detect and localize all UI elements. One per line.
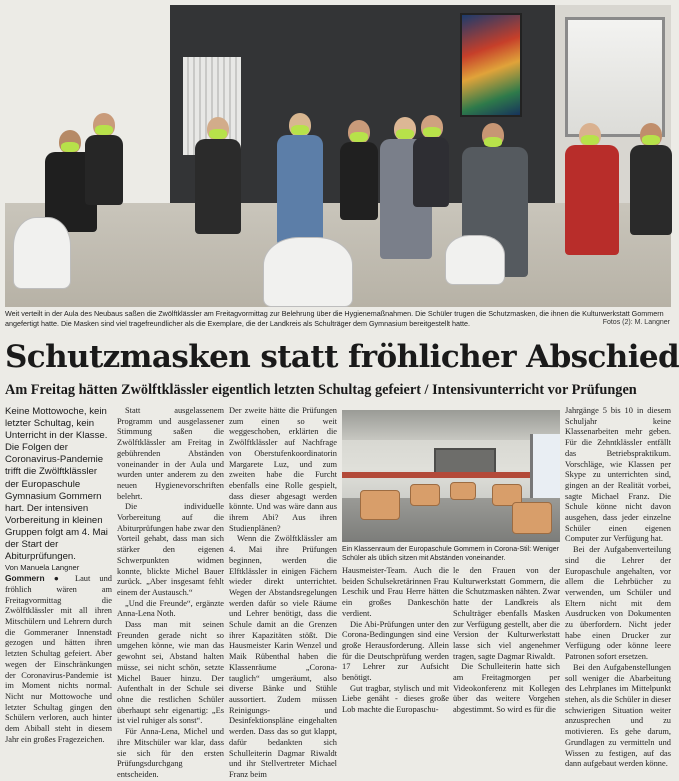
article-paragraph: Jahrgänge 5 bis 10 in diesem Schuljahr keine Klassenarbeiten mehr geben. Für die Zehntklässler entfällt das Betriebspraktikum. Vorschläge, wie Klassen per Skype zu unterrichten sind, gingen an der Realität vorbei, sagte Michael Franz. Die Schule könne nicht davon ausgehen, dass jeder einzelne Schüler einen eigenen Computer zur Verfügung hat. — [565, 406, 671, 544]
photo-painting — [460, 13, 522, 117]
article-paragraph: le den Frauen von der Kulturwerkstatt Gommern, die die Schutzmasken nähten. Zwar hatte der Landkreis als Schulträger ebenfalls Masken zur Verfügung gestellt, aber die Version der Kulturwerkstatt lasse sich viel angenehmer tragen, sagte Dagmar Riwaldt. — [453, 566, 560, 661]
article-paragraph — [5, 573, 112, 745]
inset-board — [434, 448, 496, 474]
article-paragraph: „Und die Freunde“, ergänzte Anna-Lena Noth. — [117, 598, 224, 619]
article-column-4 — [342, 566, 449, 716]
article-paragraph: Die individuelle Vorbereitung auf die Abiturprüfungen habe zwar den Vorteil gehabt, dass man sich stärker den eigenen Schwerpunkten widmen konnte, blickte Michel Bauer zurück. „Aber insgesamt fehlt einem der Austausch.“ — [117, 502, 224, 597]
article-column-2 — [117, 406, 224, 781]
article-paragraph: Statt ausgelassenem Programm und ausgelassener Stimmung saßen die Zwölftklässler am Freitag in gebührenden Abständen voneinander in der Aula und wurden unter anderem zu den neuen Hygienevorschriften belehrt. — [117, 406, 224, 501]
article-paragraph: Die Abi-Prüfungen unter den Corona-Bedingungen sind eine große Herausforderung. Allein für die Deutschprüfung werden 17 Lehrer zur Aufsicht benötigt. — [342, 619, 449, 683]
article-subheadline: Am Freitag hätten Zwölftklässler eigentlich letzten Schultag gefeiert / Intensivunterricht vor Prüfungen — [5, 382, 637, 398]
article-paragraph: Dass man mit seinen Freunden gerade nicht so umgehen könne, wie man das gewohnt sei, Abstand halten müsse, sei nicht schön, setzte Michel Bauer hinzu. Der Aufenthalt in der Schule sei ohne die restlichen Schüler überhaupt sehr eigenartig: „Es ist viel ruhiger als sonst“. — [117, 620, 224, 726]
inset-photo-caption: Ein Klassenraum der Europaschule Gommern in Corona-Stil: Weniger Schüler als üblich sitzen mit Abständen voneinander. — [342, 546, 559, 562]
inset-ceiling — [342, 410, 560, 440]
article-paragraph-text: ● Laut und fröhlich wären am Freitagvormittag die Zwölftklässler mit all ihren Mitschülern und Lehrern durch die Gommeraner Innenstadt gezogen und hätten ihren letzten Schultag gefeiert. Aber wegen der Einschränkungen der Coronavirus-Pandemie ist im Moment nichts normal. Nicht nur Mottowoche und letzter Schultag gingen den Schülern verloren, auch hinter dem Abiball steht in diesem Jahr ein großes Fragezeichen. — [5, 574, 112, 744]
article-column-5 — [453, 566, 560, 716]
article-paragraph: Bei der Aufgabenverteilung sind die Lehrer der Europaschule angehalten, vor allem die Lehrbücher zu verwenden, um Schüler und Eltern nicht mit dem Ausdrucken von Dokumenten zu überfordern. Nicht jeder habe einen Drucker zur Verfügung oder könne leere Patronen sofort ersetzen. — [565, 545, 671, 662]
article-headline: Schutzmasken statt fröhlicher Abschied — [5, 339, 679, 375]
article-paragraph: Bei den Aufgabenstellungen soll weniger die Abarbeitung des Lehrplanes im Mittelpunkt stehen, als die Schüler in dieser schwierigen Situation weiter anzusprechen und zu motivieren. Es gehe darum, Grundlagen zu vermitteln und Wissen zu festigen, auf das dann aufgebaut werden könne. — [565, 662, 671, 769]
article-byline: Von Manuela Langner — [5, 563, 80, 573]
article-paragraph: Für Anna-Lena, Michel und ihre Mitschüler war klar, dass sie sich für den ersten Prüfungsdurchgang entscheiden. — [117, 727, 224, 779]
article-paragraph: Wenn die Zwölftklässler am 4. Mai ihre Prüfungen beginnen, werden die Elftklässler in einigen Fächern wieder direkt unterrichtet. Wegen der Abstandsregelungen werden dafür so viele Räume und Lehrer benötigt, dass die Schule damit an die Grenzen ihrer Kapazitäten stößt. Die Hausmeister Karin Wenzel und Maik Rübenthal haben die Klassenräume „Corona-tauglich“ umgeräumt, also diverse Bänke und Stühle aussortiert. Zudem müssen Reinigungs- und Desinfektionspläne eingehalten werden. Dass das so gut klappt, dafür bedankten sich Schulleiterin Dagmar Riwaldt und ihr Stellvertreter Michael Franz beim — [229, 534, 337, 779]
inset-desk — [512, 502, 552, 534]
article-teaser: Keine Mottowoche, kein letzter Schultag, kein Unterricht in der Klasse. Die Folgen der Coronavirus-Pandemie trifft die Zwölftklässler der Europaschule Gymnasium Gommern hart. Der intensiven Vorbereitung in kleinen Gruppen folgt am 4. Mai der Start der Abiturprüfungen. — [5, 406, 108, 563]
photo-chair — [13, 217, 71, 289]
photo-chair — [445, 235, 505, 285]
article-column-3 — [229, 406, 337, 781]
article-column-1 — [5, 406, 112, 745]
article-column-6 — [565, 406, 671, 770]
photo-credit: Fotos (2): M. Langner — [602, 319, 670, 326]
article-paragraph: Die Schulleiterin hatte sich am Freitagmorgen per Videokonferenz mit Kollegen über das weitere Vorgehen abgestimmt. So wird es für die — [453, 662, 560, 715]
article-main-photo — [5, 5, 671, 307]
inset-desk — [360, 490, 400, 520]
photo-window — [565, 17, 665, 137]
article-paragraph: Gut tragbar, stylisch und mit Liebe genäht - dieses große Lob machte die Europaschu- — [342, 683, 449, 715]
photo-chair — [263, 237, 353, 307]
article-inset-photo — [342, 410, 560, 542]
inset-desk — [410, 484, 440, 506]
photo-caption: Weit verteilt in der Aula des Neubaus saßen die Zwölftklässler am Freitagvormittag zur Belehrung über die Hygienemaßnahmen. Die Schüler trugen die Schutzmasken, die ihnen die Kulturwerkstatt Gommern angefertigt hatte. Die Masken sind viel tragefreundlicher als die Exemplare, die der Landkreis als Schulträger dem Gymnasium bereitgestellt hatte. — [5, 309, 664, 328]
article-paragraph: Hausmeister-Team. Auch die beiden Schulsekretärinnen Frau Leschik und Frau Herre hätten ein großes Dankeschön verdient. — [342, 566, 449, 618]
article-dateline: Gommern — [5, 573, 45, 584]
inset-desk — [450, 482, 476, 500]
article-paragraph: Der zweite hätte die Prüfungen zum einen so weit weggeschoben, erklärten die Zwölftklässler auf Nachfrage von Oberstufenkoordinatorin Margarete Luz, und zum zweiten habe die Furcht ebenfalls eine Rolle gespielt, dass dieser abgesagt werden könnte. Und was wäre dann aus ihrem Abi? Aus ihren Studienplänen? — [229, 406, 337, 533]
inset-wall-stripe — [342, 472, 560, 478]
inset-window — [530, 434, 560, 506]
